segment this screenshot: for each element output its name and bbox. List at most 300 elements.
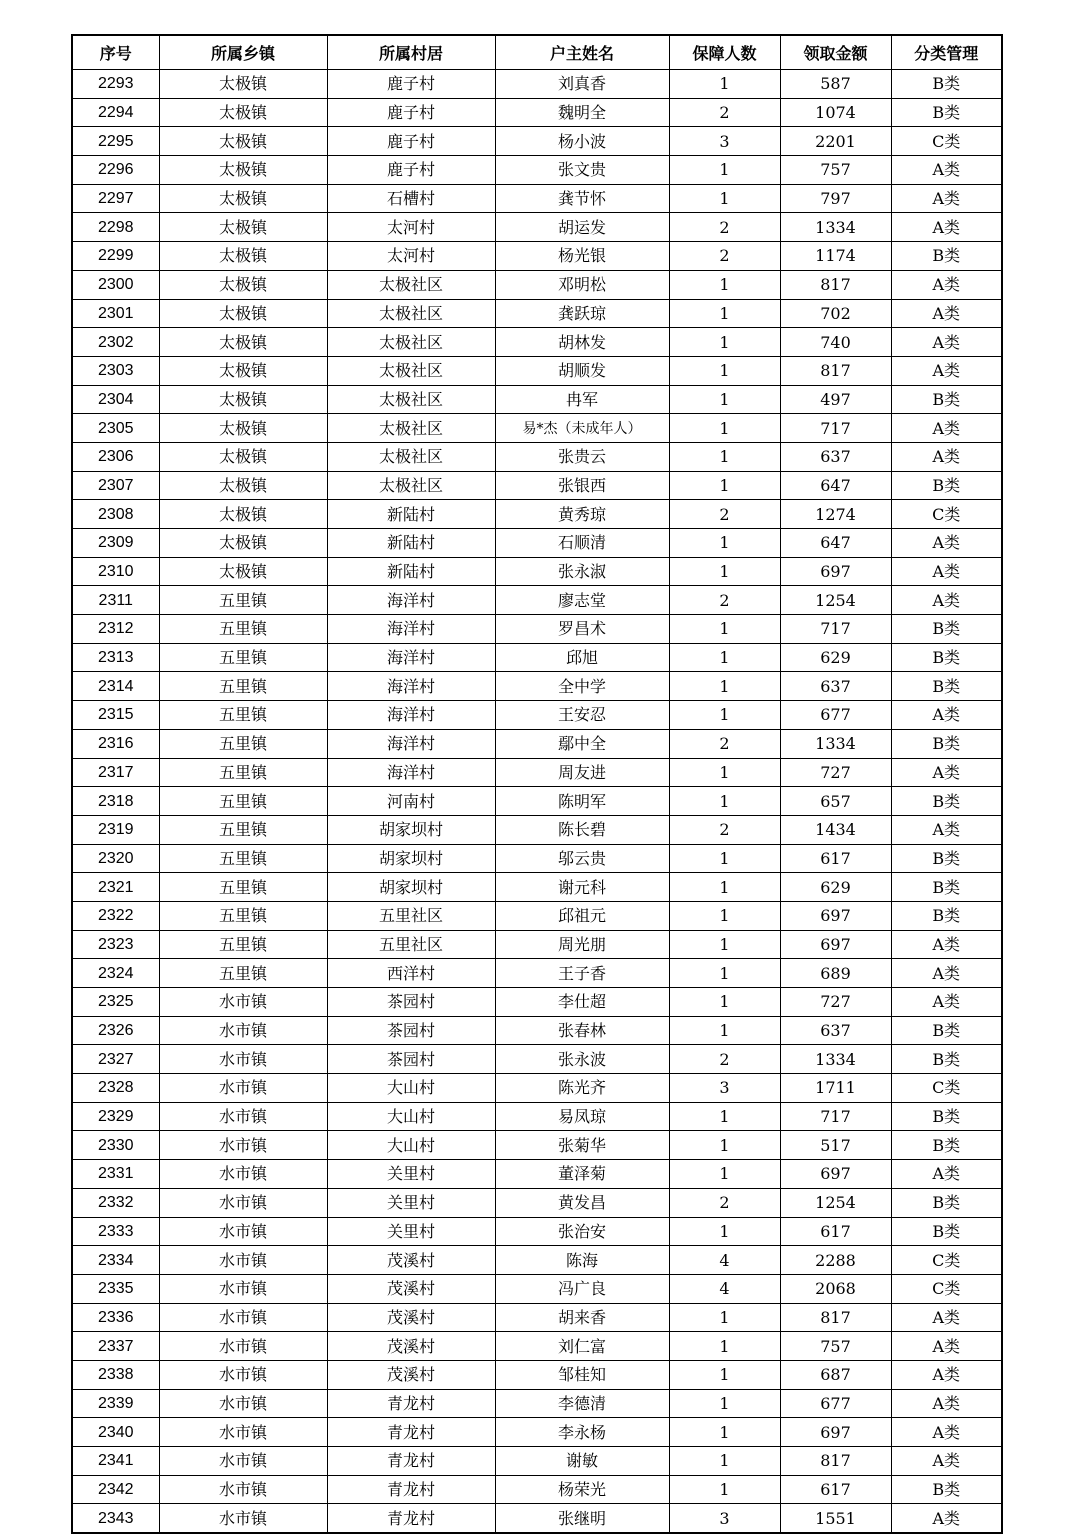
amount-cell: 617 — [780, 1217, 891, 1246]
householder-cell: 李永杨 — [495, 1418, 669, 1447]
persons-cell: 1 — [669, 844, 780, 873]
table-row — [72, 270, 1002, 299]
amount-cell: 1434 — [780, 815, 891, 844]
table-row — [72, 1217, 1002, 1246]
village-cell: 茂溪村 — [327, 1246, 495, 1275]
seq-cell: 2293 — [72, 70, 159, 99]
category-cell: B类 — [891, 873, 1002, 902]
category-cell: C类 — [891, 1274, 1002, 1303]
village-cell: 太极社区 — [327, 385, 495, 414]
persons-cell: 1 — [669, 959, 780, 988]
amount-cell: 629 — [780, 643, 891, 672]
householder-cell: 胡林发 — [495, 328, 669, 357]
township-cell: 太极镇 — [159, 299, 327, 328]
amount-cell: 677 — [780, 1389, 891, 1418]
householder-cell: 廖志堂 — [495, 586, 669, 615]
householder-cell: 张春林 — [495, 1016, 669, 1045]
table-row — [72, 1045, 1002, 1074]
table-row — [72, 1332, 1002, 1361]
township-cell: 五里镇 — [159, 930, 327, 959]
householder-cell: 魏明全 — [495, 98, 669, 127]
householder-cell: 全中学 — [495, 672, 669, 701]
category-cell: A类 — [891, 557, 1002, 586]
amount-cell: 817 — [780, 270, 891, 299]
village-cell: 大山村 — [327, 1131, 495, 1160]
village-cell: 河南村 — [327, 787, 495, 816]
householder-cell: 周友进 — [495, 758, 669, 787]
village-cell: 五里社区 — [327, 930, 495, 959]
persons-cell: 1 — [669, 356, 780, 385]
amount-cell: 697 — [780, 930, 891, 959]
householder-cell: 杨小波 — [495, 127, 669, 156]
persons-cell: 1 — [669, 184, 780, 213]
village-cell: 茶园村 — [327, 988, 495, 1017]
amount-cell: 1334 — [780, 213, 891, 242]
householder-cell: 张银西 — [495, 471, 669, 500]
township-cell: 水市镇 — [159, 1418, 327, 1447]
amount-cell: 727 — [780, 988, 891, 1017]
amount-cell: 1711 — [780, 1074, 891, 1103]
table-row — [72, 1074, 1002, 1103]
township-cell: 水市镇 — [159, 1504, 327, 1533]
table-row — [72, 442, 1002, 471]
seq-cell: 2301 — [72, 299, 159, 328]
category-cell: B类 — [891, 242, 1002, 271]
householder-cell: 邓明松 — [495, 270, 669, 299]
seq-cell: 2311 — [72, 586, 159, 615]
category-cell: A类 — [891, 156, 1002, 185]
category-cell: B类 — [891, 385, 1002, 414]
householder-cell: 张菊华 — [495, 1131, 669, 1160]
village-cell: 茂溪村 — [327, 1360, 495, 1389]
seq-cell: 2299 — [72, 242, 159, 271]
village-cell: 青龙村 — [327, 1504, 495, 1533]
category-cell: A类 — [891, 184, 1002, 213]
persons-cell: 2 — [669, 213, 780, 242]
seq-cell: 2314 — [72, 672, 159, 701]
householder-cell: 黄发昌 — [495, 1188, 669, 1217]
township-cell: 五里镇 — [159, 844, 327, 873]
category-cell: B类 — [891, 471, 1002, 500]
township-cell: 太极镇 — [159, 500, 327, 529]
village-cell: 鹿子村 — [327, 156, 495, 185]
village-cell: 五里社区 — [327, 901, 495, 930]
householder-cell: 周光朋 — [495, 930, 669, 959]
category-cell: C类 — [891, 127, 1002, 156]
category-cell: A类 — [891, 213, 1002, 242]
seq-cell: 2317 — [72, 758, 159, 787]
table-row — [72, 729, 1002, 758]
seq-cell: 2303 — [72, 356, 159, 385]
persons-cell: 2 — [669, 98, 780, 127]
village-cell: 海洋村 — [327, 701, 495, 730]
amount-cell: 497 — [780, 385, 891, 414]
householder-cell: 李仕超 — [495, 988, 669, 1017]
amount-cell: 1551 — [780, 1504, 891, 1533]
table-row — [72, 1246, 1002, 1275]
persons-cell: 1 — [669, 1102, 780, 1131]
householder-cell: 邱祖元 — [495, 901, 669, 930]
table-row — [72, 901, 1002, 930]
category-cell: B类 — [891, 844, 1002, 873]
householder-cell: 易*杰（未成年人） — [495, 414, 669, 443]
township-cell: 五里镇 — [159, 758, 327, 787]
amount-cell: 1254 — [780, 1188, 891, 1217]
amount-cell: 1274 — [780, 500, 891, 529]
amount-cell: 657 — [780, 787, 891, 816]
township-cell: 太极镇 — [159, 270, 327, 299]
householder-cell: 杨光银 — [495, 242, 669, 271]
persons-cell: 1 — [669, 270, 780, 299]
table-row — [72, 1160, 1002, 1189]
seq-cell: 2318 — [72, 787, 159, 816]
township-cell: 太极镇 — [159, 184, 327, 213]
township-cell: 太极镇 — [159, 356, 327, 385]
village-cell: 太极社区 — [327, 270, 495, 299]
persons-cell: 1 — [669, 471, 780, 500]
householder-cell: 王子香 — [495, 959, 669, 988]
amount-cell: 629 — [780, 873, 891, 902]
seq-cell: 2340 — [72, 1418, 159, 1447]
village-cell: 关里村 — [327, 1217, 495, 1246]
amount-cell: 517 — [780, 1131, 891, 1160]
householder-cell: 刘真香 — [495, 70, 669, 99]
village-cell: 鹿子村 — [327, 127, 495, 156]
householder-cell: 陈海 — [495, 1246, 669, 1275]
township-cell: 太极镇 — [159, 156, 327, 185]
persons-cell: 1 — [669, 672, 780, 701]
table-row — [72, 184, 1002, 213]
table-row — [72, 1131, 1002, 1160]
table-row — [72, 1504, 1002, 1533]
persons-cell: 1 — [669, 643, 780, 672]
township-cell: 太极镇 — [159, 242, 327, 271]
village-cell: 石槽村 — [327, 184, 495, 213]
seq-cell: 2295 — [72, 127, 159, 156]
householder-cell: 杨荣光 — [495, 1475, 669, 1504]
persons-cell: 1 — [669, 414, 780, 443]
amount-cell: 637 — [780, 1016, 891, 1045]
category-cell: A类 — [891, 1332, 1002, 1361]
category-cell: A类 — [891, 586, 1002, 615]
category-cell: A类 — [891, 1360, 1002, 1389]
category-cell: A类 — [891, 930, 1002, 959]
township-cell: 水市镇 — [159, 1131, 327, 1160]
persons-cell: 1 — [669, 1332, 780, 1361]
township-cell: 太极镇 — [159, 328, 327, 357]
table-row — [72, 1102, 1002, 1131]
table-row — [72, 844, 1002, 873]
village-cell: 海洋村 — [327, 758, 495, 787]
township-cell: 水市镇 — [159, 1360, 327, 1389]
village-cell: 海洋村 — [327, 586, 495, 615]
category-cell: A类 — [891, 1504, 1002, 1533]
persons-cell: 1 — [669, 615, 780, 644]
village-cell: 太极社区 — [327, 471, 495, 500]
householder-cell: 谢元科 — [495, 873, 669, 902]
householder-cell: 张贵云 — [495, 442, 669, 471]
seq-cell: 2334 — [72, 1246, 159, 1275]
persons-cell: 1 — [669, 1389, 780, 1418]
seq-cell: 2296 — [72, 156, 159, 185]
village-cell: 海洋村 — [327, 615, 495, 644]
persons-cell: 3 — [669, 1074, 780, 1103]
seq-cell: 2327 — [72, 1045, 159, 1074]
amount-cell: 1074 — [780, 98, 891, 127]
category-cell: B类 — [891, 1188, 1002, 1217]
table-row — [72, 930, 1002, 959]
village-cell: 青龙村 — [327, 1389, 495, 1418]
householder-cell: 王安忍 — [495, 701, 669, 730]
seq-cell: 2297 — [72, 184, 159, 213]
village-cell: 关里村 — [327, 1188, 495, 1217]
table-row — [72, 414, 1002, 443]
persons-cell: 4 — [669, 1274, 780, 1303]
table-row — [72, 127, 1002, 156]
table-row — [72, 701, 1002, 730]
category-cell: A类 — [891, 414, 1002, 443]
seq-cell: 2309 — [72, 529, 159, 558]
amount-cell: 817 — [780, 1303, 891, 1332]
category-cell: B类 — [891, 1102, 1002, 1131]
village-cell: 茂溪村 — [327, 1303, 495, 1332]
amount-cell: 637 — [780, 442, 891, 471]
seq-cell: 2336 — [72, 1303, 159, 1332]
persons-cell: 1 — [669, 758, 780, 787]
category-cell: A类 — [891, 328, 1002, 357]
seq-cell: 2294 — [72, 98, 159, 127]
table-row — [72, 873, 1002, 902]
township-cell: 水市镇 — [159, 1303, 327, 1332]
table-row — [72, 328, 1002, 357]
persons-cell: 1 — [669, 1475, 780, 1504]
persons-cell: 1 — [669, 988, 780, 1017]
header-amount: 领取金额 — [780, 35, 891, 70]
township-cell: 太极镇 — [159, 442, 327, 471]
township-cell: 水市镇 — [159, 1045, 327, 1074]
householder-cell: 邱旭 — [495, 643, 669, 672]
persons-cell: 1 — [669, 1016, 780, 1045]
amount-cell: 1174 — [780, 242, 891, 271]
table-row — [72, 156, 1002, 185]
table-row — [72, 385, 1002, 414]
seq-cell: 2338 — [72, 1360, 159, 1389]
township-cell: 水市镇 — [159, 1217, 327, 1246]
table-row — [72, 988, 1002, 1017]
householder-cell: 胡运发 — [495, 213, 669, 242]
persons-cell: 1 — [669, 701, 780, 730]
seq-cell: 2324 — [72, 959, 159, 988]
householder-cell: 石顺清 — [495, 529, 669, 558]
householder-cell: 陈明军 — [495, 787, 669, 816]
header-seq: 序号 — [72, 35, 159, 70]
amount-cell: 817 — [780, 1447, 891, 1476]
village-cell: 青龙村 — [327, 1475, 495, 1504]
seq-cell: 2312 — [72, 615, 159, 644]
persons-cell: 1 — [669, 1418, 780, 1447]
persons-cell: 1 — [669, 930, 780, 959]
table-row — [72, 586, 1002, 615]
householder-cell: 邬云贵 — [495, 844, 669, 873]
seq-cell: 2330 — [72, 1131, 159, 1160]
township-cell: 太极镇 — [159, 127, 327, 156]
persons-cell: 1 — [669, 328, 780, 357]
village-cell: 鹿子村 — [327, 98, 495, 127]
seq-cell: 2298 — [72, 213, 159, 242]
persons-cell: 1 — [669, 385, 780, 414]
village-cell: 新陆村 — [327, 557, 495, 586]
township-cell: 五里镇 — [159, 729, 327, 758]
amount-cell: 717 — [780, 615, 891, 644]
seq-cell: 2335 — [72, 1274, 159, 1303]
township-cell: 水市镇 — [159, 1188, 327, 1217]
householder-cell: 陈光齐 — [495, 1074, 669, 1103]
amount-cell: 757 — [780, 1332, 891, 1361]
township-cell: 水市镇 — [159, 988, 327, 1017]
seq-cell: 2343 — [72, 1504, 159, 1533]
amount-cell: 687 — [780, 1360, 891, 1389]
amount-cell: 757 — [780, 156, 891, 185]
table-row — [72, 672, 1002, 701]
category-cell: A类 — [891, 758, 1002, 787]
seq-cell: 2333 — [72, 1217, 159, 1246]
township-cell: 太极镇 — [159, 529, 327, 558]
persons-cell: 2 — [669, 1045, 780, 1074]
amount-cell: 677 — [780, 701, 891, 730]
amount-cell: 717 — [780, 1102, 891, 1131]
amount-cell: 647 — [780, 471, 891, 500]
table-row — [72, 1303, 1002, 1332]
village-cell: 胡家坝村 — [327, 844, 495, 873]
amount-cell: 587 — [780, 70, 891, 99]
persons-cell: 1 — [669, 70, 780, 99]
persons-cell: 1 — [669, 529, 780, 558]
table-row — [72, 471, 1002, 500]
relief-recipient-table — [71, 34, 1003, 1534]
township-cell: 五里镇 — [159, 586, 327, 615]
table-row — [72, 1389, 1002, 1418]
village-cell: 茶园村 — [327, 1045, 495, 1074]
category-cell: B类 — [891, 70, 1002, 99]
village-cell: 太极社区 — [327, 328, 495, 357]
seq-cell: 2320 — [72, 844, 159, 873]
persons-cell: 2 — [669, 729, 780, 758]
header-householder: 户主姓名 — [495, 35, 669, 70]
village-cell: 海洋村 — [327, 729, 495, 758]
township-cell: 太极镇 — [159, 471, 327, 500]
seq-cell: 2308 — [72, 500, 159, 529]
persons-cell: 4 — [669, 1246, 780, 1275]
persons-cell: 1 — [669, 442, 780, 471]
seq-cell: 2307 — [72, 471, 159, 500]
persons-cell: 1 — [669, 156, 780, 185]
table-row — [72, 615, 1002, 644]
category-cell: A类 — [891, 442, 1002, 471]
amount-cell: 717 — [780, 414, 891, 443]
village-cell: 西洋村 — [327, 959, 495, 988]
township-cell: 五里镇 — [159, 959, 327, 988]
township-cell: 水市镇 — [159, 1332, 327, 1361]
table-header-row — [72, 35, 1002, 70]
village-cell: 太河村 — [327, 242, 495, 271]
persons-cell: 1 — [669, 1160, 780, 1189]
township-cell: 水市镇 — [159, 1016, 327, 1045]
category-cell: B类 — [891, 98, 1002, 127]
category-cell: B类 — [891, 1016, 1002, 1045]
header-township: 所属乡镇 — [159, 35, 327, 70]
amount-cell: 697 — [780, 1160, 891, 1189]
table-row — [72, 758, 1002, 787]
amount-cell: 1334 — [780, 729, 891, 758]
householder-cell: 龚节怀 — [495, 184, 669, 213]
township-cell: 水市镇 — [159, 1274, 327, 1303]
township-cell: 五里镇 — [159, 672, 327, 701]
seq-cell: 2331 — [72, 1160, 159, 1189]
table-row — [72, 70, 1002, 99]
seq-cell: 2302 — [72, 328, 159, 357]
category-cell: A类 — [891, 270, 1002, 299]
table-row — [72, 356, 1002, 385]
category-cell: A类 — [891, 1303, 1002, 1332]
amount-cell: 617 — [780, 844, 891, 873]
amount-cell: 740 — [780, 328, 891, 357]
category-cell: A类 — [891, 959, 1002, 988]
seq-cell: 2319 — [72, 815, 159, 844]
seq-cell: 2325 — [72, 988, 159, 1017]
table-row — [72, 557, 1002, 586]
township-cell: 五里镇 — [159, 701, 327, 730]
persons-cell: 1 — [669, 1131, 780, 1160]
seq-cell: 2332 — [72, 1188, 159, 1217]
category-cell: B类 — [891, 1217, 1002, 1246]
category-cell: A类 — [891, 701, 1002, 730]
amount-cell: 797 — [780, 184, 891, 213]
village-cell: 大山村 — [327, 1102, 495, 1131]
persons-cell: 1 — [669, 1360, 780, 1389]
village-cell: 茂溪村 — [327, 1332, 495, 1361]
category-cell: B类 — [891, 787, 1002, 816]
householder-cell: 张永波 — [495, 1045, 669, 1074]
table-row — [72, 815, 1002, 844]
table-row — [72, 1447, 1002, 1476]
amount-cell: 1254 — [780, 586, 891, 615]
table-row — [72, 643, 1002, 672]
table-row — [72, 1418, 1002, 1447]
seq-cell: 2326 — [72, 1016, 159, 1045]
amount-cell: 727 — [780, 758, 891, 787]
village-cell: 太极社区 — [327, 414, 495, 443]
table-row — [72, 299, 1002, 328]
village-cell: 太极社区 — [327, 442, 495, 471]
householder-cell: 冉军 — [495, 385, 669, 414]
householder-cell: 董泽菊 — [495, 1160, 669, 1189]
seq-cell: 2313 — [72, 643, 159, 672]
householder-cell: 张文贵 — [495, 156, 669, 185]
table-row — [72, 242, 1002, 271]
seq-cell: 2341 — [72, 1447, 159, 1476]
category-cell: C类 — [891, 1074, 1002, 1103]
township-cell: 五里镇 — [159, 615, 327, 644]
village-cell: 青龙村 — [327, 1418, 495, 1447]
householder-cell: 黄秀琼 — [495, 500, 669, 529]
category-cell: A类 — [891, 356, 1002, 385]
category-cell: C类 — [891, 500, 1002, 529]
category-cell: A类 — [891, 988, 1002, 1017]
township-cell: 五里镇 — [159, 901, 327, 930]
amount-cell: 697 — [780, 1418, 891, 1447]
village-cell: 胡家坝村 — [327, 815, 495, 844]
persons-cell: 1 — [669, 873, 780, 902]
